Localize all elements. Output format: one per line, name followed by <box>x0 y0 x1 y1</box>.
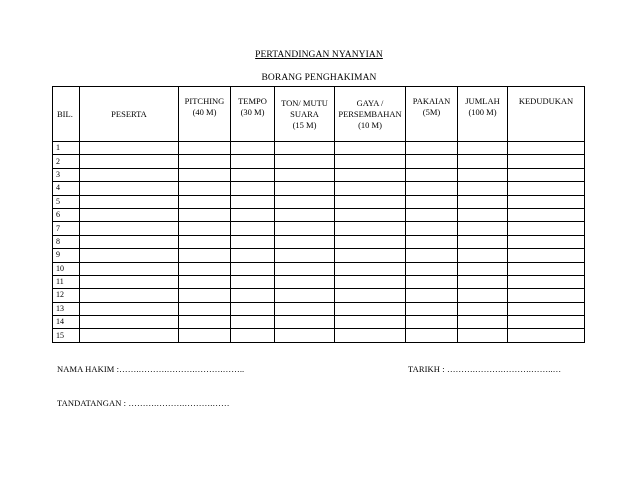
pakaian-cell <box>406 329 458 342</box>
header-pitching-marks: (40 M) <box>192 107 217 117</box>
ton-cell <box>275 222 335 235</box>
header-ton-label-1: TON/ MUTU <box>281 98 328 108</box>
jumlah-cell <box>458 289 508 302</box>
header-pitching-label: PITCHING <box>184 96 225 106</box>
judge-name-field: NAMA HAKIM :…….……….……….……….…….. <box>57 364 245 374</box>
header-ton-marks: (15 M) <box>292 120 317 130</box>
tempo-cell <box>231 208 275 221</box>
participant-cell <box>80 316 179 329</box>
pakaian-cell <box>406 302 458 315</box>
table-row <box>53 168 585 181</box>
ton-cell <box>275 195 335 208</box>
table-row <box>53 249 585 262</box>
ton-cell <box>275 316 335 329</box>
gaya-cell <box>335 262 406 275</box>
header-tempo-label: TEMPO <box>238 96 267 106</box>
pakaian-cell <box>406 195 458 208</box>
row-number: 1 <box>53 142 80 155</box>
pitching-cell <box>179 316 231 329</box>
kedudukan-cell <box>508 316 585 329</box>
jumlah-cell <box>458 208 508 221</box>
kedudukan-cell <box>508 329 585 342</box>
gaya-cell <box>335 302 406 315</box>
pitching-cell <box>179 329 231 342</box>
participant-cell <box>80 249 179 262</box>
row-number: 6 <box>53 208 80 221</box>
ton-cell <box>275 302 335 315</box>
participant-cell <box>80 262 179 275</box>
kedudukan-cell <box>508 168 585 181</box>
row-number: 2 <box>53 155 80 168</box>
pitching-cell <box>179 195 231 208</box>
pitching-cell <box>179 262 231 275</box>
pitching-cell <box>179 142 231 155</box>
gaya-cell <box>335 168 406 181</box>
header-gaya-label-2: PERSEMBAHAN <box>338 109 402 119</box>
jumlah-cell <box>458 222 508 235</box>
participant-cell <box>80 222 179 235</box>
ton-cell <box>275 262 335 275</box>
pakaian-cell <box>406 262 458 275</box>
form-title <box>0 50 638 60</box>
kedudukan-cell <box>508 302 585 315</box>
participant-cell <box>80 155 179 168</box>
participant-cell <box>80 168 179 181</box>
participant-cell <box>80 289 179 302</box>
pitching-cell <box>179 275 231 288</box>
gaya-cell <box>335 289 406 302</box>
header-ton-label-2: SUARA <box>290 109 319 119</box>
ton-cell <box>275 168 335 181</box>
table-row <box>53 289 585 302</box>
table-row <box>53 316 585 329</box>
ton-cell <box>275 142 335 155</box>
row-number: 13 <box>53 302 80 315</box>
table-row <box>53 195 585 208</box>
jumlah-cell <box>458 302 508 315</box>
jumlah-cell <box>458 235 508 248</box>
pitching-cell <box>179 235 231 248</box>
row-number: 14 <box>53 316 80 329</box>
tempo-cell <box>231 329 275 342</box>
row-number: 7 <box>53 222 80 235</box>
row-number: 8 <box>53 235 80 248</box>
pakaian-cell <box>406 208 458 221</box>
pakaian-cell <box>406 222 458 235</box>
header-kedudukan: KEDUDUKAN <box>508 87 585 142</box>
participant-cell <box>80 329 179 342</box>
row-number: 10 <box>53 262 80 275</box>
tempo-cell <box>231 289 275 302</box>
tempo-cell <box>231 275 275 288</box>
pitching-cell <box>179 182 231 195</box>
ton-cell <box>275 249 335 262</box>
header-ton-mutu-suara <box>275 87 335 142</box>
row-number: 15 <box>53 329 80 342</box>
pakaian-cell <box>406 142 458 155</box>
form-title-text: PERTANDINGAN NYANYIAN <box>255 50 383 60</box>
table-header-row <box>53 87 585 142</box>
header-pitching <box>179 87 231 142</box>
tempo-cell <box>231 262 275 275</box>
pakaian-cell <box>406 249 458 262</box>
ton-cell <box>275 235 335 248</box>
table-body <box>53 142 585 343</box>
pakaian-cell <box>406 275 458 288</box>
date-field: TARIKH : ……….……….……….……..… <box>408 364 562 374</box>
table-row <box>53 208 585 221</box>
table-row <box>53 142 585 155</box>
table-row <box>53 275 585 288</box>
header-pakaian-label: PAKAIAN <box>412 96 451 106</box>
row-number: 9 <box>53 249 80 262</box>
form-subtitle: BORANG PENGHAKIMAN <box>261 73 377 83</box>
header-peserta: PESERTA <box>80 87 179 142</box>
gaya-cell <box>335 182 406 195</box>
table-row <box>53 262 585 275</box>
kedudukan-cell <box>508 208 585 221</box>
header-gaya-persembahan <box>335 87 406 142</box>
judging-table <box>52 86 585 343</box>
tempo-cell <box>231 235 275 248</box>
pitching-cell <box>179 222 231 235</box>
table-row <box>53 155 585 168</box>
header-jumlah <box>458 87 508 142</box>
header-gaya-marks: (10 M) <box>358 120 382 130</box>
tempo-cell <box>231 249 275 262</box>
row-number: 11 <box>53 275 80 288</box>
participant-cell <box>80 142 179 155</box>
jumlah-cell <box>458 182 508 195</box>
jumlah-cell <box>458 275 508 288</box>
header-bil: BIL. <box>53 87 80 142</box>
header-gaya-label-1: GAYA / <box>356 98 384 108</box>
tempo-cell <box>231 222 275 235</box>
tempo-cell <box>231 302 275 315</box>
kedudukan-cell <box>508 249 585 262</box>
kedudukan-cell <box>508 235 585 248</box>
pitching-cell <box>179 168 231 181</box>
gaya-cell <box>335 142 406 155</box>
pakaian-cell <box>406 168 458 181</box>
header-pakaian <box>406 87 458 142</box>
jumlah-cell <box>458 249 508 262</box>
pitching-cell <box>179 155 231 168</box>
kedudukan-cell <box>508 155 585 168</box>
participant-cell <box>80 195 179 208</box>
header-pakaian-marks: (5M) <box>422 107 441 117</box>
gaya-cell <box>335 316 406 329</box>
table-row <box>53 329 585 342</box>
gaya-cell <box>335 195 406 208</box>
participant-cell <box>80 208 179 221</box>
tempo-cell <box>231 142 275 155</box>
jumlah-cell <box>458 316 508 329</box>
pakaian-cell <box>406 182 458 195</box>
header-tempo-marks: (30 M) <box>240 107 265 117</box>
pitching-cell <box>179 249 231 262</box>
participant-cell <box>80 235 179 248</box>
tempo-cell <box>231 195 275 208</box>
tempo-cell <box>231 316 275 329</box>
pakaian-cell <box>406 316 458 329</box>
kedudukan-cell <box>508 275 585 288</box>
ton-cell <box>275 155 335 168</box>
participant-cell <box>80 275 179 288</box>
row-number: 12 <box>53 289 80 302</box>
pitching-cell <box>179 208 231 221</box>
ton-cell <box>275 208 335 221</box>
header-tempo <box>231 87 275 142</box>
tempo-cell <box>231 168 275 181</box>
kedudukan-cell <box>508 262 585 275</box>
ton-cell <box>275 275 335 288</box>
participant-cell <box>80 302 179 315</box>
pitching-cell <box>179 302 231 315</box>
pakaian-cell <box>406 289 458 302</box>
table-row <box>53 182 585 195</box>
jumlah-cell <box>458 329 508 342</box>
signature-field: TANDATANGAN : ……….……….……….…… <box>57 398 230 408</box>
gaya-cell <box>335 222 406 235</box>
pitching-cell <box>179 289 231 302</box>
pakaian-cell <box>406 235 458 248</box>
jumlah-cell <box>458 195 508 208</box>
ton-cell <box>275 182 335 195</box>
row-number: 5 <box>53 195 80 208</box>
table-row <box>53 222 585 235</box>
jumlah-cell <box>458 142 508 155</box>
row-number: 3 <box>53 168 80 181</box>
ton-cell <box>275 329 335 342</box>
tempo-cell <box>231 155 275 168</box>
participant-cell <box>80 182 179 195</box>
gaya-cell <box>335 235 406 248</box>
gaya-cell <box>335 208 406 221</box>
jumlah-cell <box>458 262 508 275</box>
kedudukan-cell <box>508 182 585 195</box>
gaya-cell <box>335 249 406 262</box>
tempo-cell <box>231 182 275 195</box>
gaya-cell <box>335 155 406 168</box>
gaya-cell <box>335 275 406 288</box>
kedudukan-cell <box>508 222 585 235</box>
header-jumlah-label: JUMLAH <box>465 96 500 106</box>
table-row <box>53 235 585 248</box>
kedudukan-cell <box>508 142 585 155</box>
jumlah-cell <box>458 168 508 181</box>
gaya-cell <box>335 329 406 342</box>
header-jumlah-marks: (100 M) <box>468 107 497 117</box>
jumlah-cell <box>458 155 508 168</box>
pakaian-cell <box>406 155 458 168</box>
row-number: 4 <box>53 182 80 195</box>
kedudukan-cell <box>508 195 585 208</box>
table-row <box>53 302 585 315</box>
kedudukan-cell <box>508 289 585 302</box>
ton-cell <box>275 289 335 302</box>
